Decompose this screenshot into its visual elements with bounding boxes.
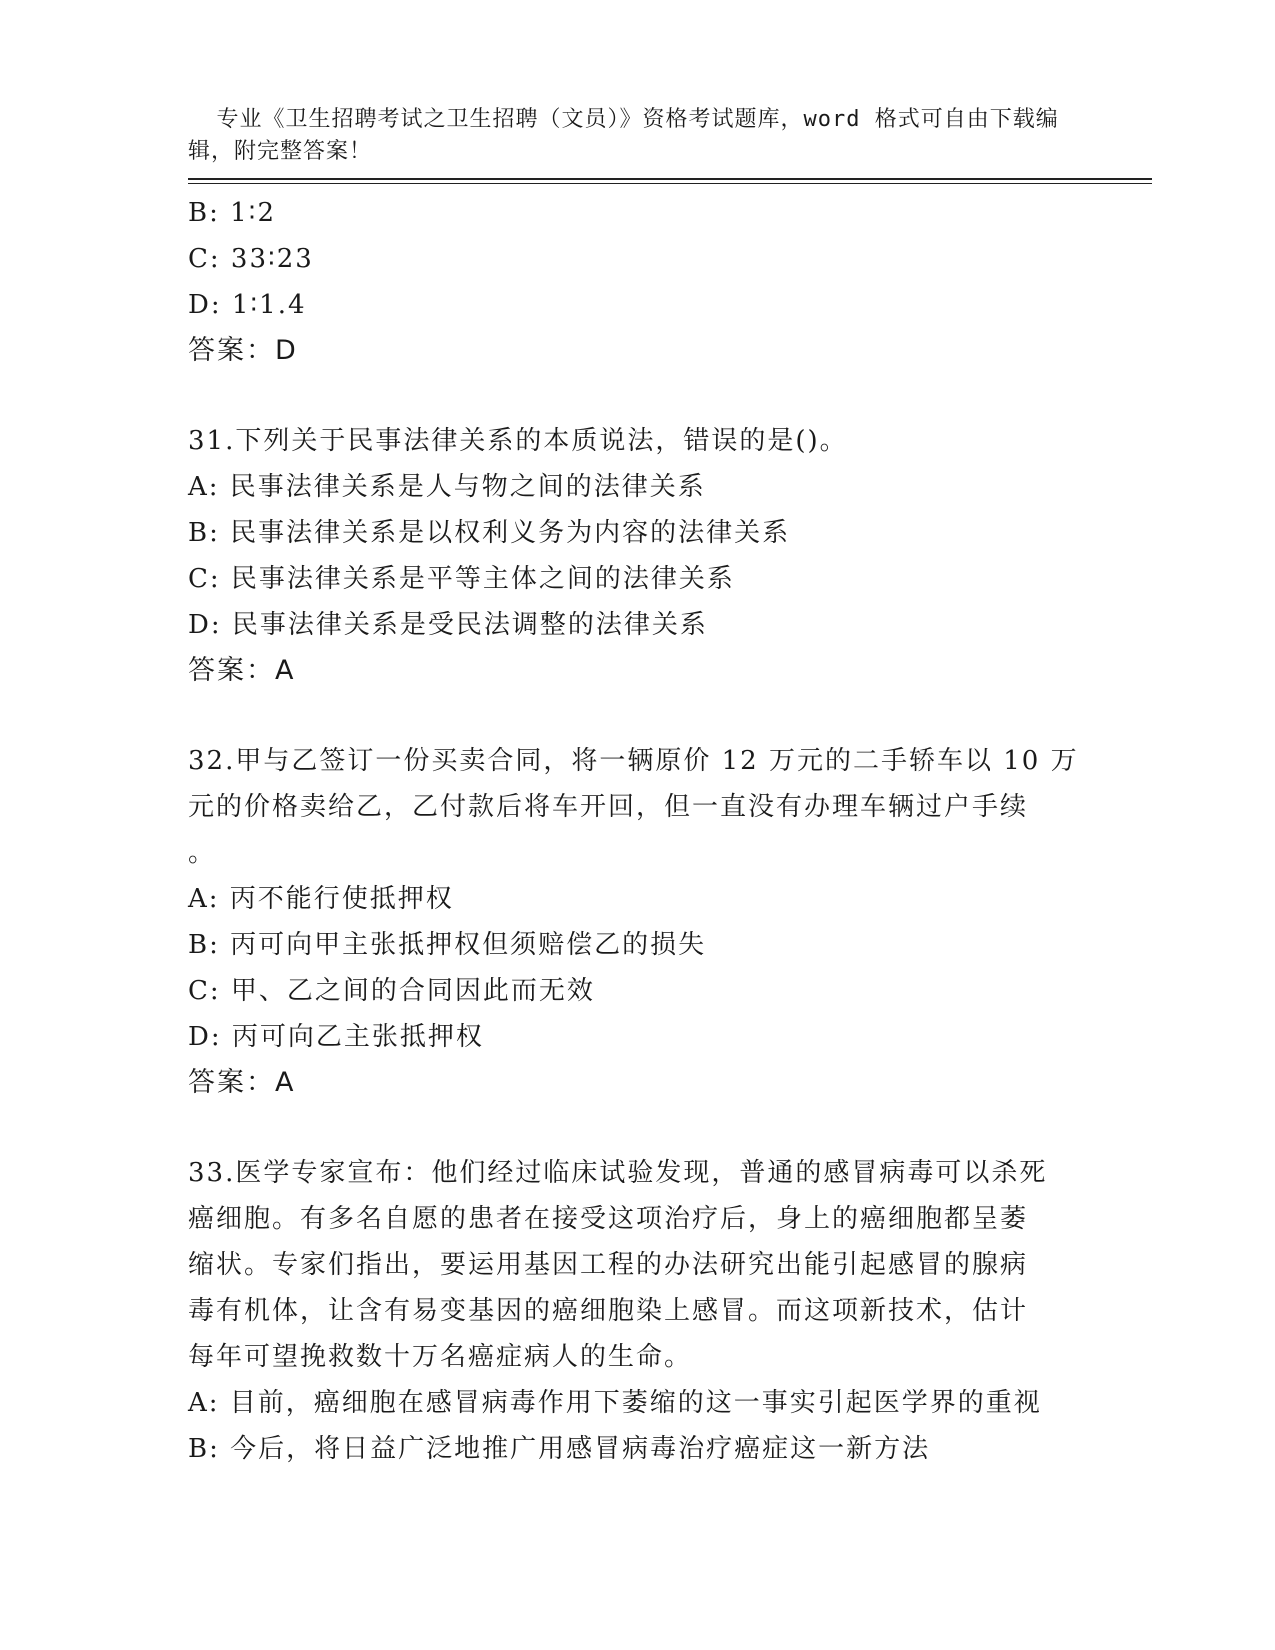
spacer bbox=[188, 694, 1088, 738]
prev-question-block bbox=[188, 190, 1088, 374]
question-stem-line: 毒有机体，让含有易变基因的癌细胞染上感冒。而这项新技术，估计 bbox=[188, 1296, 1029, 1326]
answer-line: 答案：D bbox=[188, 335, 298, 366]
answer-line: 答案：A bbox=[188, 655, 296, 686]
header-divider-thin bbox=[188, 183, 1152, 184]
option-a: A: 民事法律关系是人与物之间的法律关系 bbox=[188, 472, 706, 502]
question-stem-line: 癌细胞。有多名自愿的患者在接受这项治疗后，身上的癌细胞都呈萎 bbox=[188, 1204, 1029, 1234]
option-c: C: 33∶23 bbox=[188, 244, 314, 274]
option-b: B: 今后，将日益广泛地推广用感冒病毒治疗癌症这一新方法 bbox=[188, 1434, 931, 1464]
option-d: D: 丙可向乙主张抵押权 bbox=[188, 1022, 484, 1052]
question-33 bbox=[188, 1150, 1088, 1472]
header-text: 专业《卫生招聘考试之卫生招聘（文员）》资格考试题库，word 格式可自由下载编辑，附完整答案！ bbox=[188, 107, 1059, 164]
header-divider-thick bbox=[188, 178, 1152, 180]
question-stem-line: 32.甲与乙签订一份买卖合同，将一辆原价 12 万元的二手轿车以 10 万 bbox=[188, 746, 1079, 776]
document-body bbox=[188, 190, 1088, 1472]
option-b: B: 丙可向甲主张抵押权但须赔偿乙的损失 bbox=[188, 930, 707, 960]
option-c: C: 甲、乙之间的合同因此而无效 bbox=[188, 976, 595, 1006]
option-d: D: 1∶1.4 bbox=[188, 290, 307, 320]
spacer bbox=[188, 374, 1088, 418]
question-stem-line: 缩状。专家们指出，要运用基因工程的办法研究出能引起感冒的腺病 bbox=[188, 1250, 1029, 1280]
spacer bbox=[188, 1106, 1088, 1150]
question-32 bbox=[188, 738, 1088, 1106]
option-a: A: 丙不能行使抵押权 bbox=[188, 884, 454, 914]
option-c: C: 民事法律关系是平等主体之间的法律关系 bbox=[188, 564, 735, 594]
option-b: B: 民事法律关系是以权利义务为内容的法律关系 bbox=[188, 518, 791, 548]
question-stem-line: 每年可望挽救数十万名癌症病人的生命。 bbox=[188, 1342, 693, 1372]
question-stem-line: 。 bbox=[188, 838, 217, 868]
question-stem-line: 33.医学专家宣布：他们经过临床试验发现，普通的感冒病毒可以杀死 bbox=[188, 1158, 1048, 1188]
document-header bbox=[188, 72, 1068, 168]
question-31 bbox=[188, 418, 1088, 694]
option-a: A: 目前，癌细胞在感冒病毒作用下萎缩的这一事实引起医学界的重视 bbox=[188, 1388, 1042, 1418]
answer-line: 答案：A bbox=[188, 1067, 296, 1098]
option-d: D: 民事法律关系是受民法调整的法律关系 bbox=[188, 610, 708, 640]
question-stem-line: 元的价格卖给乙，乙付款后将车开回，但一直没有办理车辆过户手续 bbox=[188, 792, 1029, 822]
option-b: B: 1∶2 bbox=[188, 198, 276, 228]
question-stem: 31.下列关于民事法律关系的本质说法，错误的是()。 bbox=[188, 426, 848, 456]
